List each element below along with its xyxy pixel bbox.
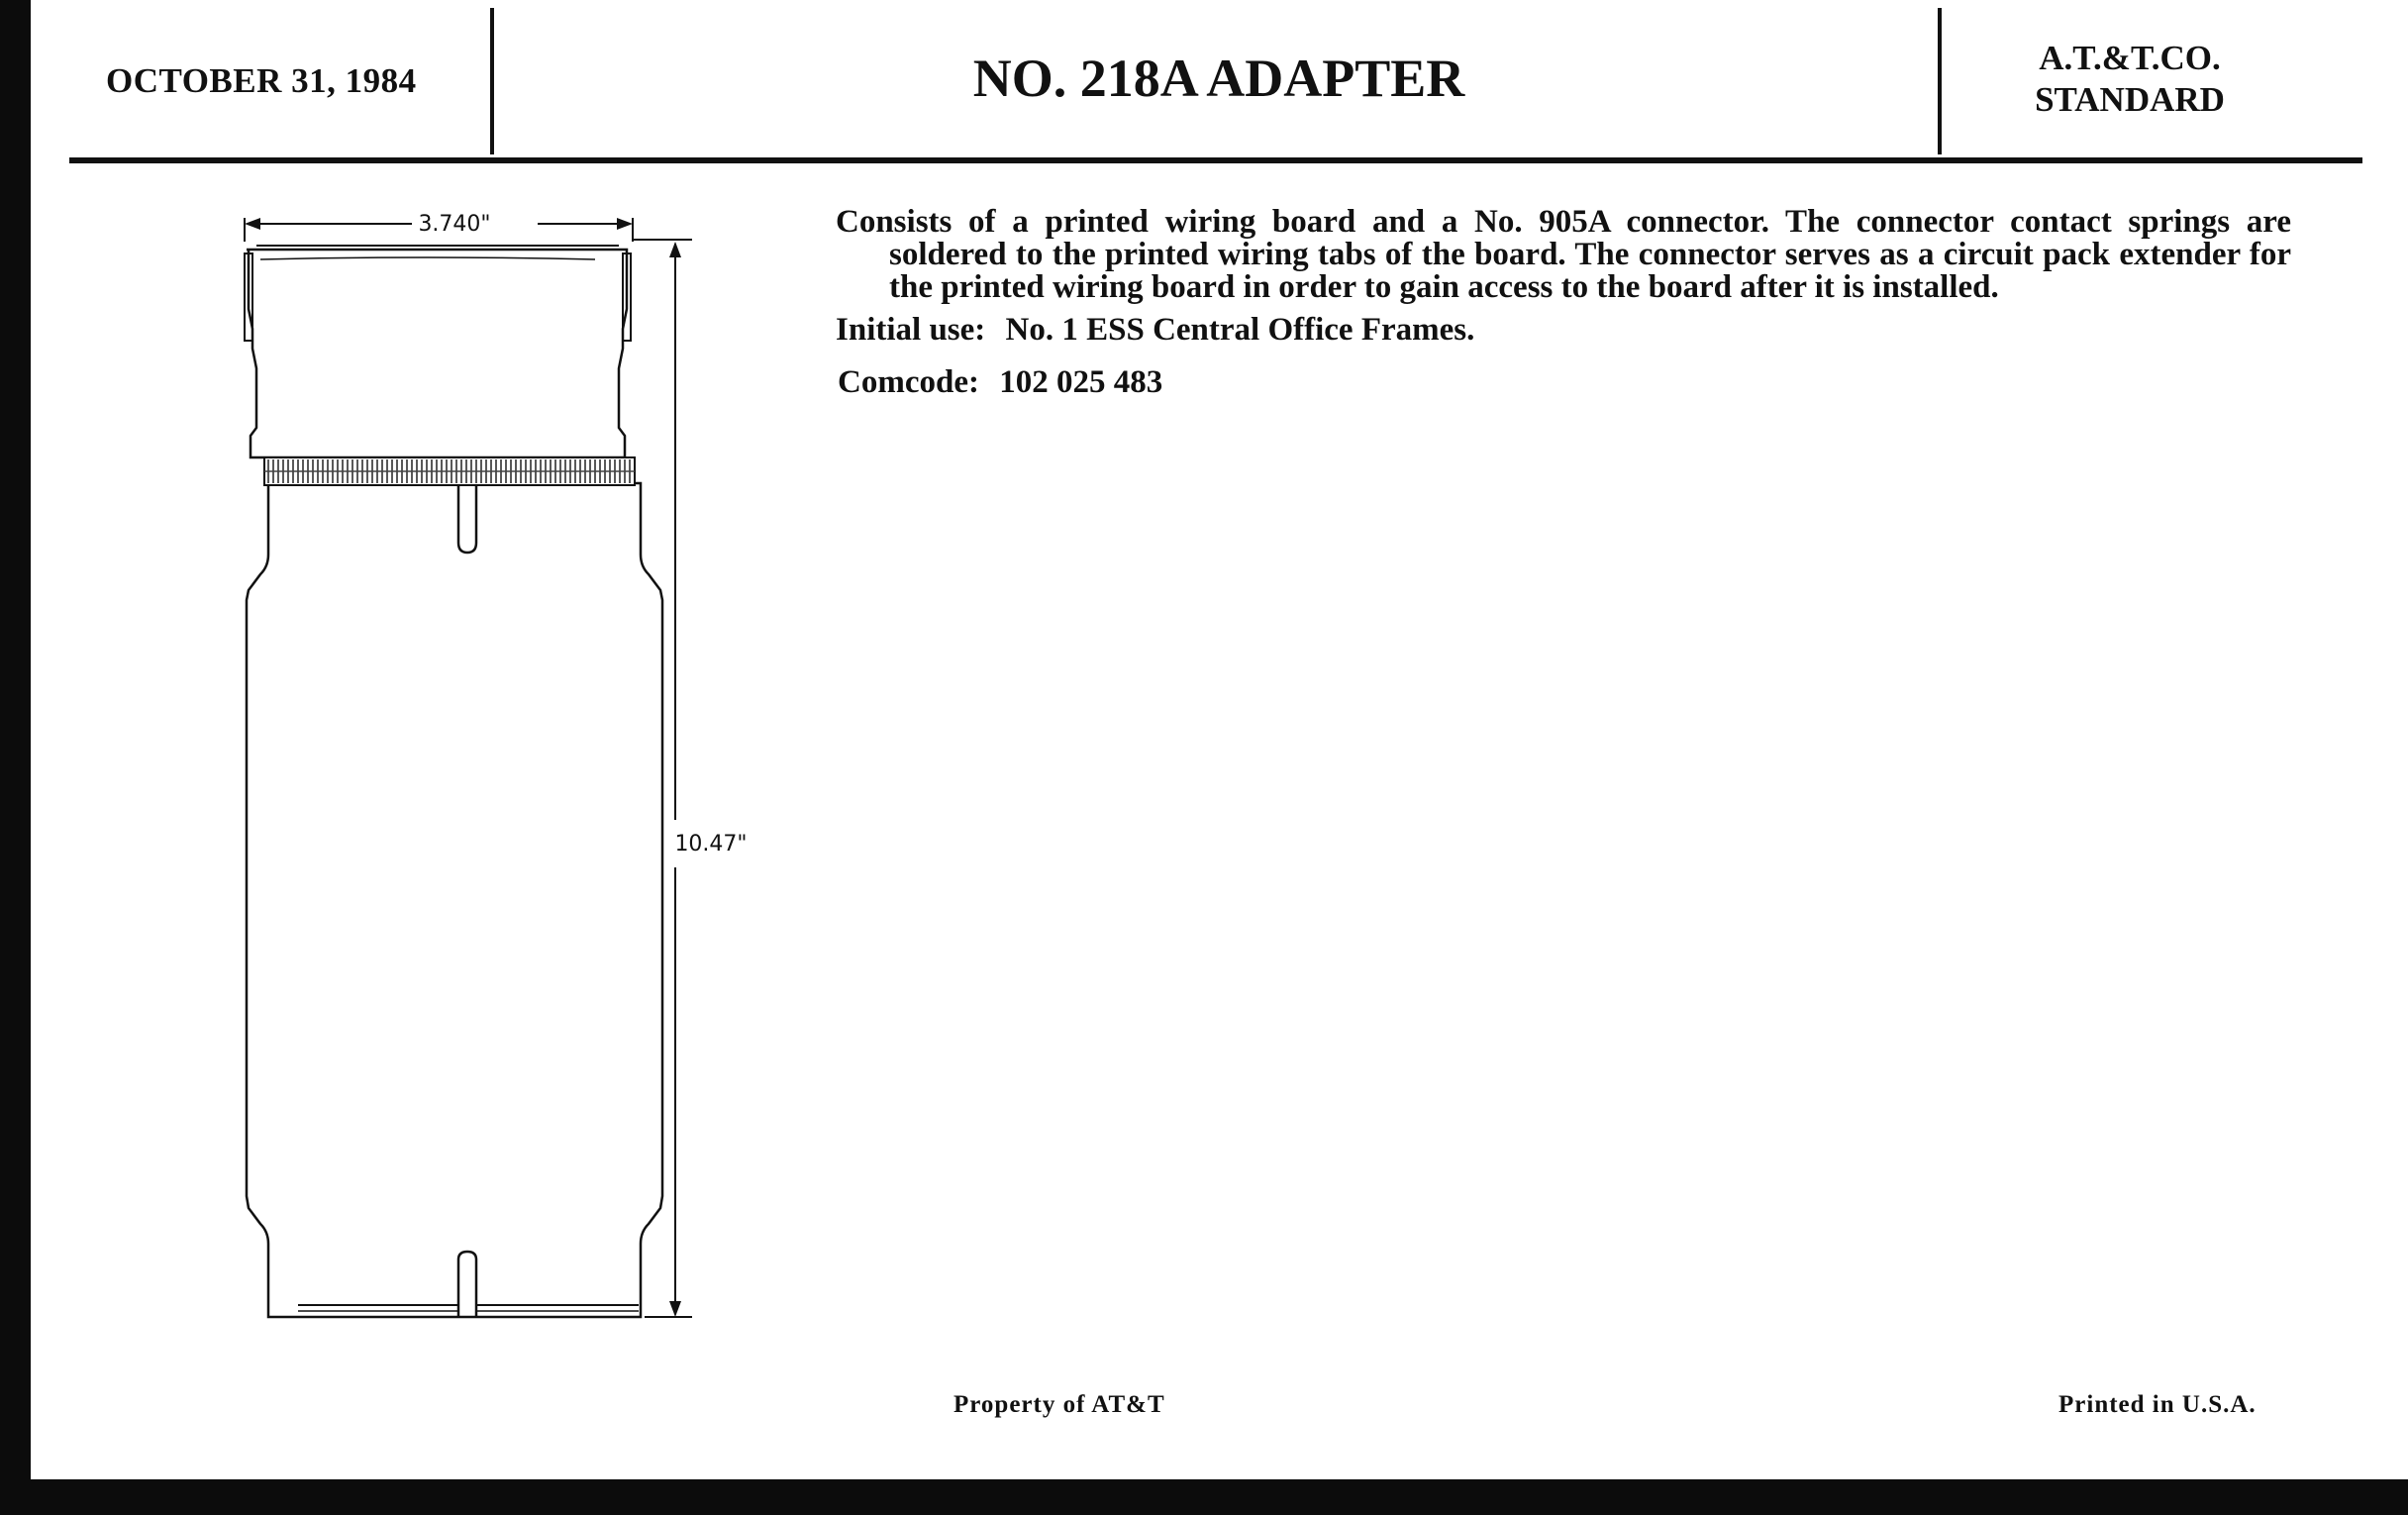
comcode-value: 102 025 483 [999,364,1163,400]
comcode-label: Comcode: [838,364,979,400]
initial-use-line [836,314,2291,347]
description-block [836,206,2291,419]
height-dimension-label: 10.47" [674,832,748,857]
initial-use-label: Initial use: [836,312,986,348]
adapter-outline [245,246,662,1317]
issue-date: OCTOBER 31, 1984 [106,61,417,100]
header-divider-right [1938,8,1942,154]
connector-housing [247,250,627,457]
document-title: NO. 218A ADAPTER [972,49,1465,108]
board-bottom-slot [458,1252,476,1317]
board-outline [247,483,662,1317]
adapter-drawing [31,0,783,1366]
standard-label: STANDARD [2035,80,2225,119]
connector-inner-edge [260,257,595,259]
standard-company: A.T.&T.CO. [2039,39,2221,77]
board-top-slot [458,485,476,553]
footer-property: Property of AT&T [953,1391,1165,1418]
standard-block [1991,38,2268,121]
description-paragraph: Consists of a printed wiring board and a No. 905A connector. The connector contact springs are soldered to the printed wiring tabs of the board. The connector serves as a circuit pack extender for the printed wiring board in order to gain access to the board after it is installed. [836,204,2291,305]
specification-sheet [31,0,2408,1479]
comcode-line [838,366,2291,399]
width-dimension-label: 3.740" [418,212,491,237]
footer-printed: Printed in U.S.A. [2058,1391,2257,1418]
initial-use-value: No. 1 ESS Central Office Frames. [1005,312,1475,348]
contact-springs [264,457,635,485]
